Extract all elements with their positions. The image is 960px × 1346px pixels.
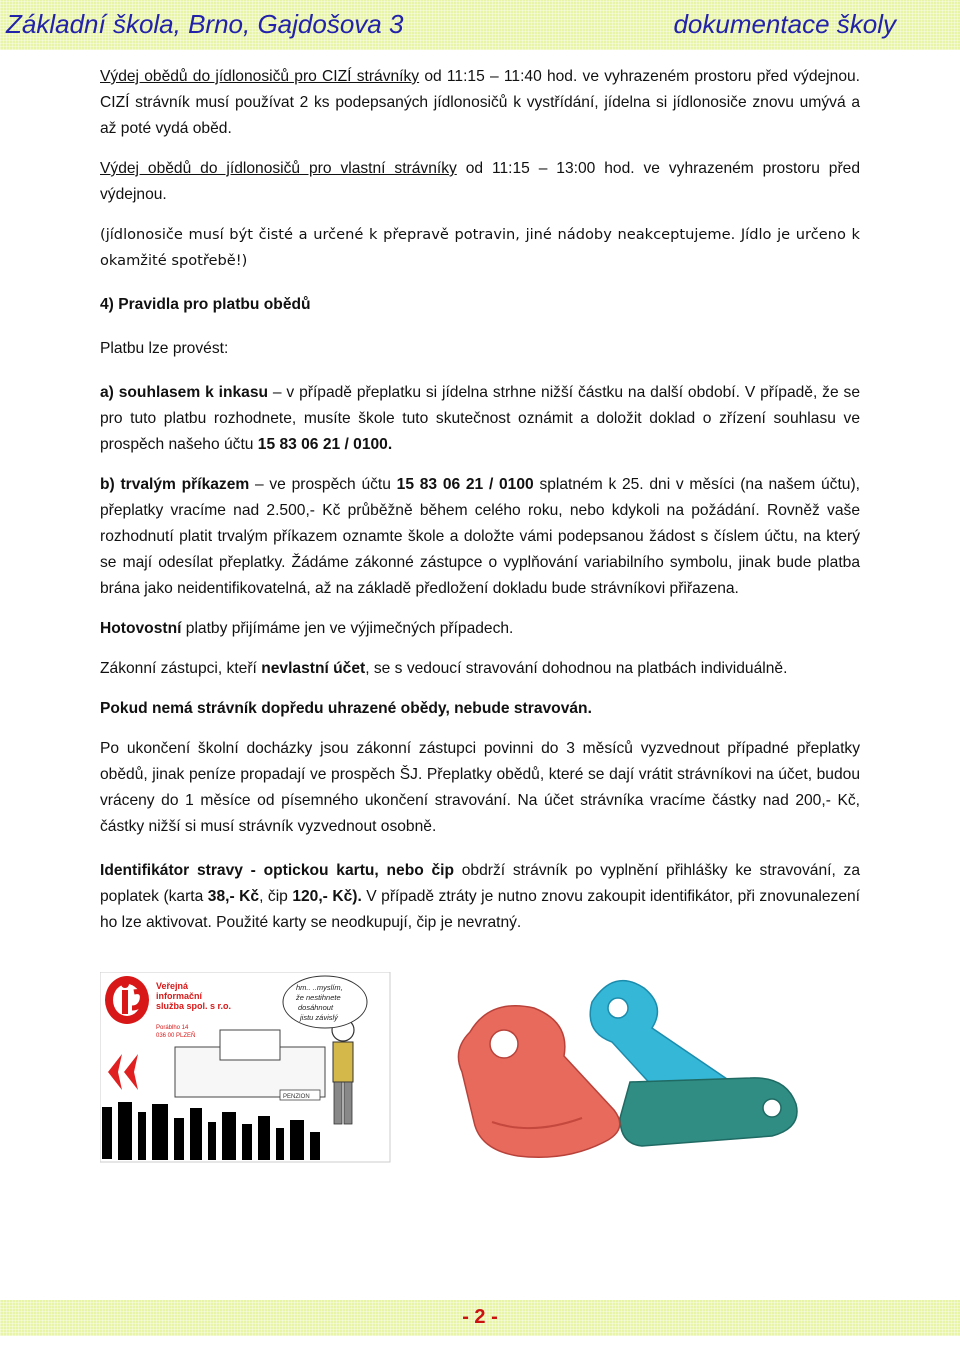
company-address-1: Poráblho 14	[156, 1025, 189, 1031]
identifier-text: V případě ztráty je nutno znovu zakoupit identifikátor, při znovunalezení ho lze aktivovat. Použité karty se neodkupují, čip je nevratný.	[100, 888, 860, 931]
cash-text: platby přijímáme jen ve výjimečných případech.	[181, 620, 514, 637]
cash-label: Hotovostní	[100, 620, 182, 637]
no-account-text: , se s vedoucí stravování dohodnou na platbách individuálně.	[365, 660, 788, 677]
paragraph-after-school: Po ukončení školní docházky jsou zákonní zástupci povinni do 3 měsíců vyzvednout případné přeplatky obědů, jinak peníze propadají ve prospěch ŠJ. Přeplatky obědů, které se dají vrátit strávníkovi na účet, budou vráceny do 1 měsíce od písemného ukončení stravování. Na účet strávníka vracíme částky nad 200,- Kč, částky nižší si musí strávník vyzvednout osobně.	[100, 740, 860, 835]
company-name-3: služba spol. s r.o.	[156, 1001, 232, 1011]
desk-label: PENZION	[283, 1094, 310, 1100]
standing-order-text: splatném k 25. dni v měsíci (na našem účtu), přeplatky vracíme nad 2.500,- Kč průběžně během celého roku, nebo kdykoli na požádání. Rovněž vaše rozhodnutí platit trvalým příkazem oznamte škole a doložte vámi podepsanou žádost s číslem účtu, na který se mají odesílat přeplatky. Žádáme zákonné zástupce o vyplňování variabilního symbolu, jinak bude platba brána jako neidentifikovatelná, až na základě předložení dokladu bude strávníkovi přiřazena.	[100, 476, 861, 597]
bubble-line: že nestihnete	[296, 993, 341, 1002]
company-name-2: informační	[156, 991, 203, 1001]
own-diners-heading: Výdej obědů do jídlonosičů pro vlastní strávníky	[100, 160, 457, 177]
company-logo	[105, 976, 149, 1024]
page-header	[0, 0, 960, 50]
foreign-diners-heading: Výdej obědů do jídlonosičů pro CIZÍ strávníky	[100, 68, 420, 85]
paragraph-direct-debit	[100, 380, 860, 458]
identifier-text: , čip	[259, 888, 293, 905]
bubble-line: jistu závislý	[300, 1013, 338, 1022]
paragraph-no-account	[100, 656, 860, 682]
paragraph-containers-note: (jídlonosiče musí být čisté a určené k přepravě potravin, jiné nádoby neakceptujeme. Jídlo je určeno k okamžité spotřebě!)	[100, 226, 860, 269]
paragraph-standing-order	[100, 472, 860, 602]
chip-price: 120,- Kč).	[292, 888, 362, 905]
cash-register-drawing	[220, 1030, 280, 1060]
paragraph-unpaid-warning	[100, 696, 860, 722]
standing-order-text: – ve prospěch účtu	[249, 476, 397, 493]
green-chip	[620, 1078, 797, 1146]
unpaid-warning-text: Pokud nemá strávník dopředu uhrazené obědy, nebude stravován.	[100, 700, 592, 717]
account-number: 15 83 06 21 / 0100.	[257, 436, 393, 453]
paragraph-foreign-diners	[100, 64, 860, 142]
card-price: 38,- Kč	[207, 888, 260, 905]
company-address-2: 036 00 PLZEŇ	[156, 1033, 196, 1039]
page-number: - 2 -	[462, 1306, 498, 1328]
company-name-1: Veřejná	[156, 981, 189, 991]
identifier-illustration	[100, 972, 860, 1172]
bubble-line: hm.. ..myslím,	[296, 983, 343, 992]
bubble-line: dosáhnout	[298, 1003, 334, 1012]
main-content	[100, 64, 860, 936]
paragraph-cash	[100, 616, 860, 642]
card-and-chips-image	[100, 972, 860, 1172]
standing-order-label: b) trvalým příkazem	[100, 476, 250, 493]
no-account-text: Zákonní zástupci, kteří	[100, 660, 262, 677]
page-footer	[0, 1300, 960, 1336]
school-name: Základní škola, Brno, Gajdošova 3	[6, 9, 404, 39]
no-account-bold: nevlastní účet	[261, 660, 366, 677]
section-heading-text: 4) Pravidla pro platbu obědů	[100, 296, 311, 313]
paragraph-identifier	[100, 858, 860, 936]
account-number: 15 83 06 21 / 0100	[396, 476, 534, 493]
foreign-diners-text: od 11:15 – 11:40 hod. ve vyhrazeném prostoru před výdejnou. CIZÍ strávník musí používat 2 ks podepsaných jídlonosičů k vystřídání, jídelna si jídlonosiče znovu umývá a až poté vydá oběd.	[100, 68, 860, 137]
direct-debit-text: – v případě přeplatku si jídelna strhne nižší částku na další období. V případě, že se pro tuto platbu rozhodnete, musíte škole tuto skutečnost oznámit a doložit doklad o zřízení souhlasu ve prospěch našeho účtu	[100, 384, 860, 453]
payment-intro: Platbu lze provést:	[100, 340, 229, 357]
document-label: dokumentace školy	[673, 9, 896, 39]
own-diners-text: od 11:15 – 13:00 hod. ve vyhrazeném prostoru před výdejnou.	[100, 160, 860, 203]
direct-debit-label: a) souhlasem k inkasu	[100, 384, 269, 401]
paragraph-own-diners	[100, 156, 860, 208]
person-body	[333, 1042, 353, 1082]
identifier-text: obdrží strávník po vyplnění přihlášky ke stravování, za poplatek (karta	[100, 862, 860, 905]
identifier-label: Identifikátor stravy - optickou kartu, nebo čip	[100, 862, 455, 879]
section-heading-payment	[100, 292, 860, 318]
